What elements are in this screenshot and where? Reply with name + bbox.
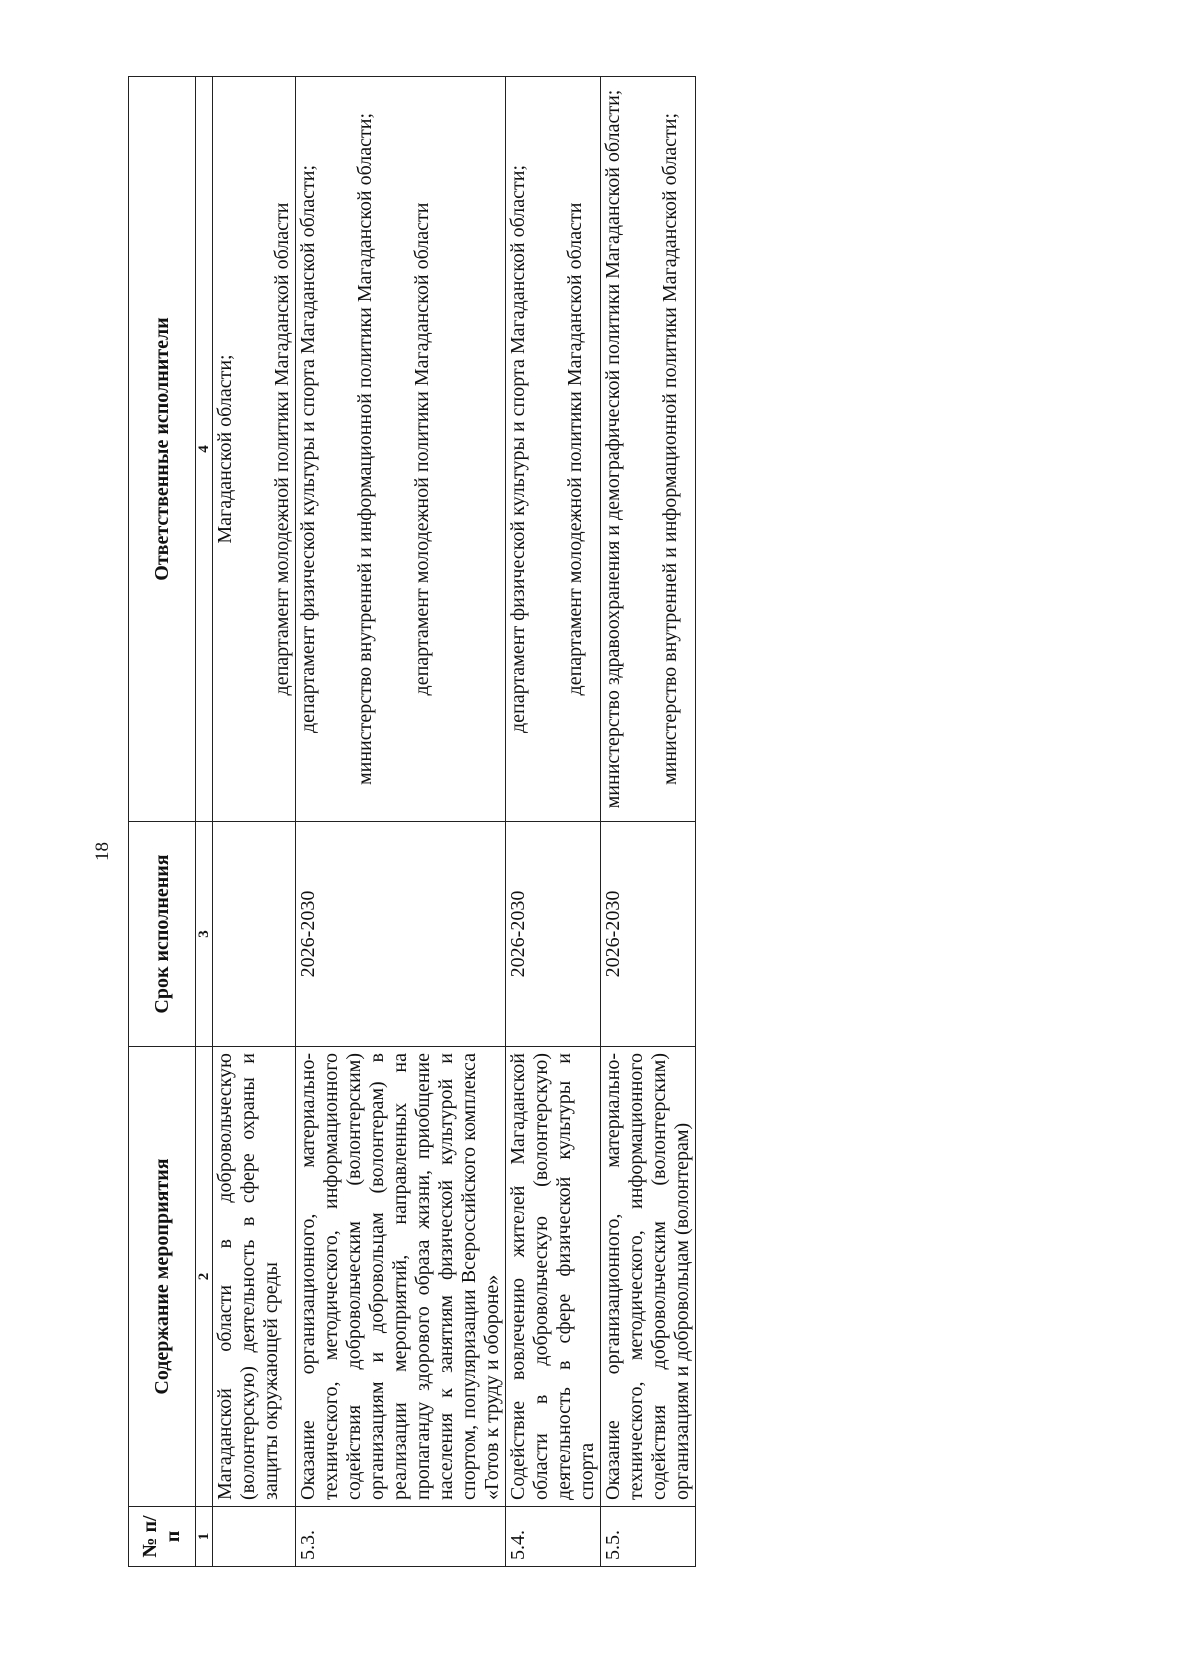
table-row	[506, 77, 601, 1567]
column-number: 3	[196, 822, 213, 1047]
header-row	[129, 77, 196, 1567]
header-term: Срок исполнения	[129, 822, 196, 1047]
responsible-item: департамент молодежной политики Магаданской области	[564, 202, 586, 696]
header-responsible: Ответственные исполнители	[129, 77, 196, 822]
header-content: Содержание мероприятия	[129, 1047, 196, 1507]
row-num	[213, 1507, 296, 1567]
row-content: Содействие вовлечению жителей Магаданской области в добровольческую (волонтерскую) деятельность в сфере физической культуры и спорта	[506, 1047, 601, 1507]
table-row	[213, 77, 296, 1567]
row-content: Магаданской области в добровольческую (волонтерскую) деятельность в сфере охраны и защиты окружающей среды	[213, 1047, 296, 1507]
table-row	[601, 77, 696, 1567]
row-num: 5.3.	[296, 1507, 506, 1567]
responsible-item: департамент физической культуры и спорта Магаданской области;	[297, 164, 319, 734]
responsible-item: министерство внутренней и информационной политики Магаданской области;	[354, 112, 376, 786]
responsible-item: департамент молодежной политики Магаданской области	[411, 202, 433, 696]
responsible-item: министерство внутренней и информационной политики Магаданской области;	[659, 112, 681, 786]
responsible-item: министерство здравоохранения и демографической политики Магаданской области;	[602, 89, 624, 809]
row-responsible	[506, 77, 601, 822]
responsible-item: департамент физической культуры и спорта Магаданской области;	[507, 164, 529, 734]
responsible-item: Магаданской области;	[214, 354, 236, 544]
row-term: 2026-2030	[601, 822, 696, 1047]
row-term: 2026-2030	[506, 822, 601, 1047]
responsible-item: департамент молодежной политики Магаданской области	[271, 202, 293, 696]
row-content: Оказание организационного, материально-технического, методического, информационного содействия добровольческим (волонтерским) организациям и добровольцам (волонтерам) в реализации мероприятий, направленных на пропаганду здорового образа жизни, приобщение населения к занятиям физической культурой и спортом, популяризации Всероссийского комплекса «Готов к труду и обороне»	[296, 1047, 506, 1507]
row-num: 5.4.	[506, 1507, 601, 1567]
header-num: № п/п	[129, 1507, 196, 1567]
column-number: 1	[196, 1507, 213, 1567]
rotated-table-container	[128, 77, 1068, 1567]
row-content: Оказание организационного, материально-технического, методического, информационного содействия добровольческим (волонтерским) организациям и добровольцам (волонтерам)	[601, 1047, 696, 1507]
row-term: 2026-2030	[296, 822, 506, 1047]
column-number: 4	[196, 77, 213, 822]
row-num: 5.5.	[601, 1507, 696, 1567]
column-number-row	[196, 77, 213, 1567]
column-number: 2	[196, 1047, 213, 1507]
row-term	[213, 822, 296, 1047]
table-row	[296, 77, 506, 1567]
row-responsible	[601, 77, 696, 822]
row-responsible	[296, 77, 506, 822]
row-responsible	[213, 77, 296, 822]
events-table	[128, 76, 696, 1567]
page-number: 18	[92, 842, 113, 861]
